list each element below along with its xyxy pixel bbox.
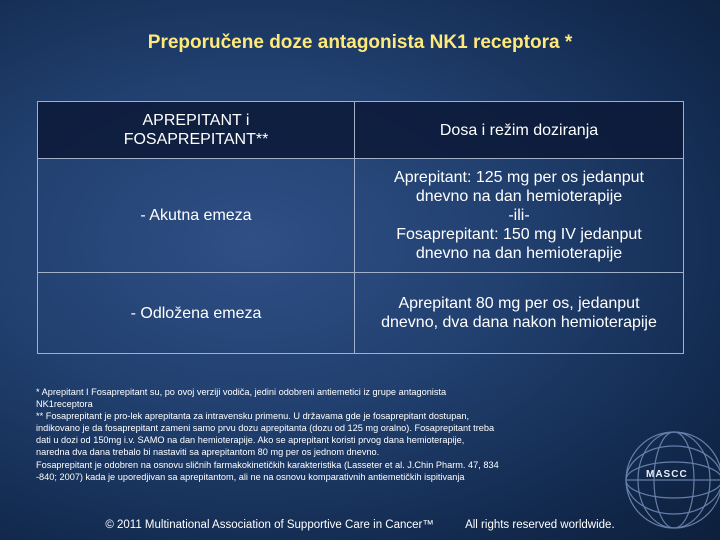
footnote-line: -840; 2007) kada je uporedjivan sa aprepitantom, ali ne na osnovu komparativnih antiemetičkih ispitivanja <box>36 471 465 482</box>
dose-line: Aprepitant 80 mg per os, jedanput <box>398 295 640 312</box>
footnote-line: dati u dozi od 150mg i.v. SAMO na dan hemioterapije. Ako se aprepitant koristi prvog dana hemioterapije, <box>36 435 465 446</box>
row-acute-dose <box>355 159 683 273</box>
copyright-bar <box>0 519 720 531</box>
mascc-logo-text: MASCC <box>646 469 688 480</box>
dose-line: dnevno, dva dana nakon hemioterapije <box>381 314 657 331</box>
table-header-drug <box>38 102 355 159</box>
dose-line: Fosaprepitant: 150 mg IV jedanput <box>396 226 642 243</box>
header-drug-line: FOSAPREPITANT** <box>123 131 269 148</box>
footnote-line: ** Fosaprepitant je pro-lek aprepitanta za intravensku primenu. U državama gde je fosaprepitant dostupan, <box>36 411 470 422</box>
footnote-line: * Aprepitant I Fosaprepitant su, po ovoj verziji vodiča, jedini odobreni antiemetici iz grupe antagonista <box>36 387 447 397</box>
dose-line: dnevno na dan hemioterapije <box>415 188 623 205</box>
rights-text: All rights reserved worldwide. <box>465 519 615 531</box>
footnotes <box>36 386 606 483</box>
footnote-line: indikovano je da fosaprepitant zameni samo prvu dozu aprepitanta (dozu od 125 mg oralno). Fosaprepitant treba <box>36 423 495 434</box>
footnote-line: naredna dva dana trebalo bi nastaviti sa aprepitantom 80 mg per os jednom dnevno. <box>36 447 380 458</box>
dose-line: Aprepitant: 125 mg per os jedanput <box>394 169 644 186</box>
header-drug-line: APREPITANT i <box>142 112 250 129</box>
row-delayed-label: - Odložena emeza <box>38 273 355 353</box>
slide-title: Preporučene doze antagonista NK1 receptora * <box>147 32 573 53</box>
dosing-table <box>37 101 684 354</box>
dose-line: dnevno na dan hemioterapije <box>415 245 623 262</box>
table-header-dose: Dosa i režim doziranja <box>355 102 683 159</box>
dose-line: -ili- <box>508 207 530 224</box>
row-acute-label: - Akutna emeza <box>38 159 355 273</box>
row-delayed-dose <box>355 273 683 353</box>
footnote-line: Fosaprepitant je odobren na osnovu sličnih farmakokinetičkih karakteristika (Lasseter et al. J.Chin Pharm. 47, 834 <box>36 459 499 470</box>
copyright-text: © 2011 Multinational Association of Supportive Care in Cancer™ <box>105 519 434 531</box>
footnote-line: NK1receptora <box>36 399 93 410</box>
